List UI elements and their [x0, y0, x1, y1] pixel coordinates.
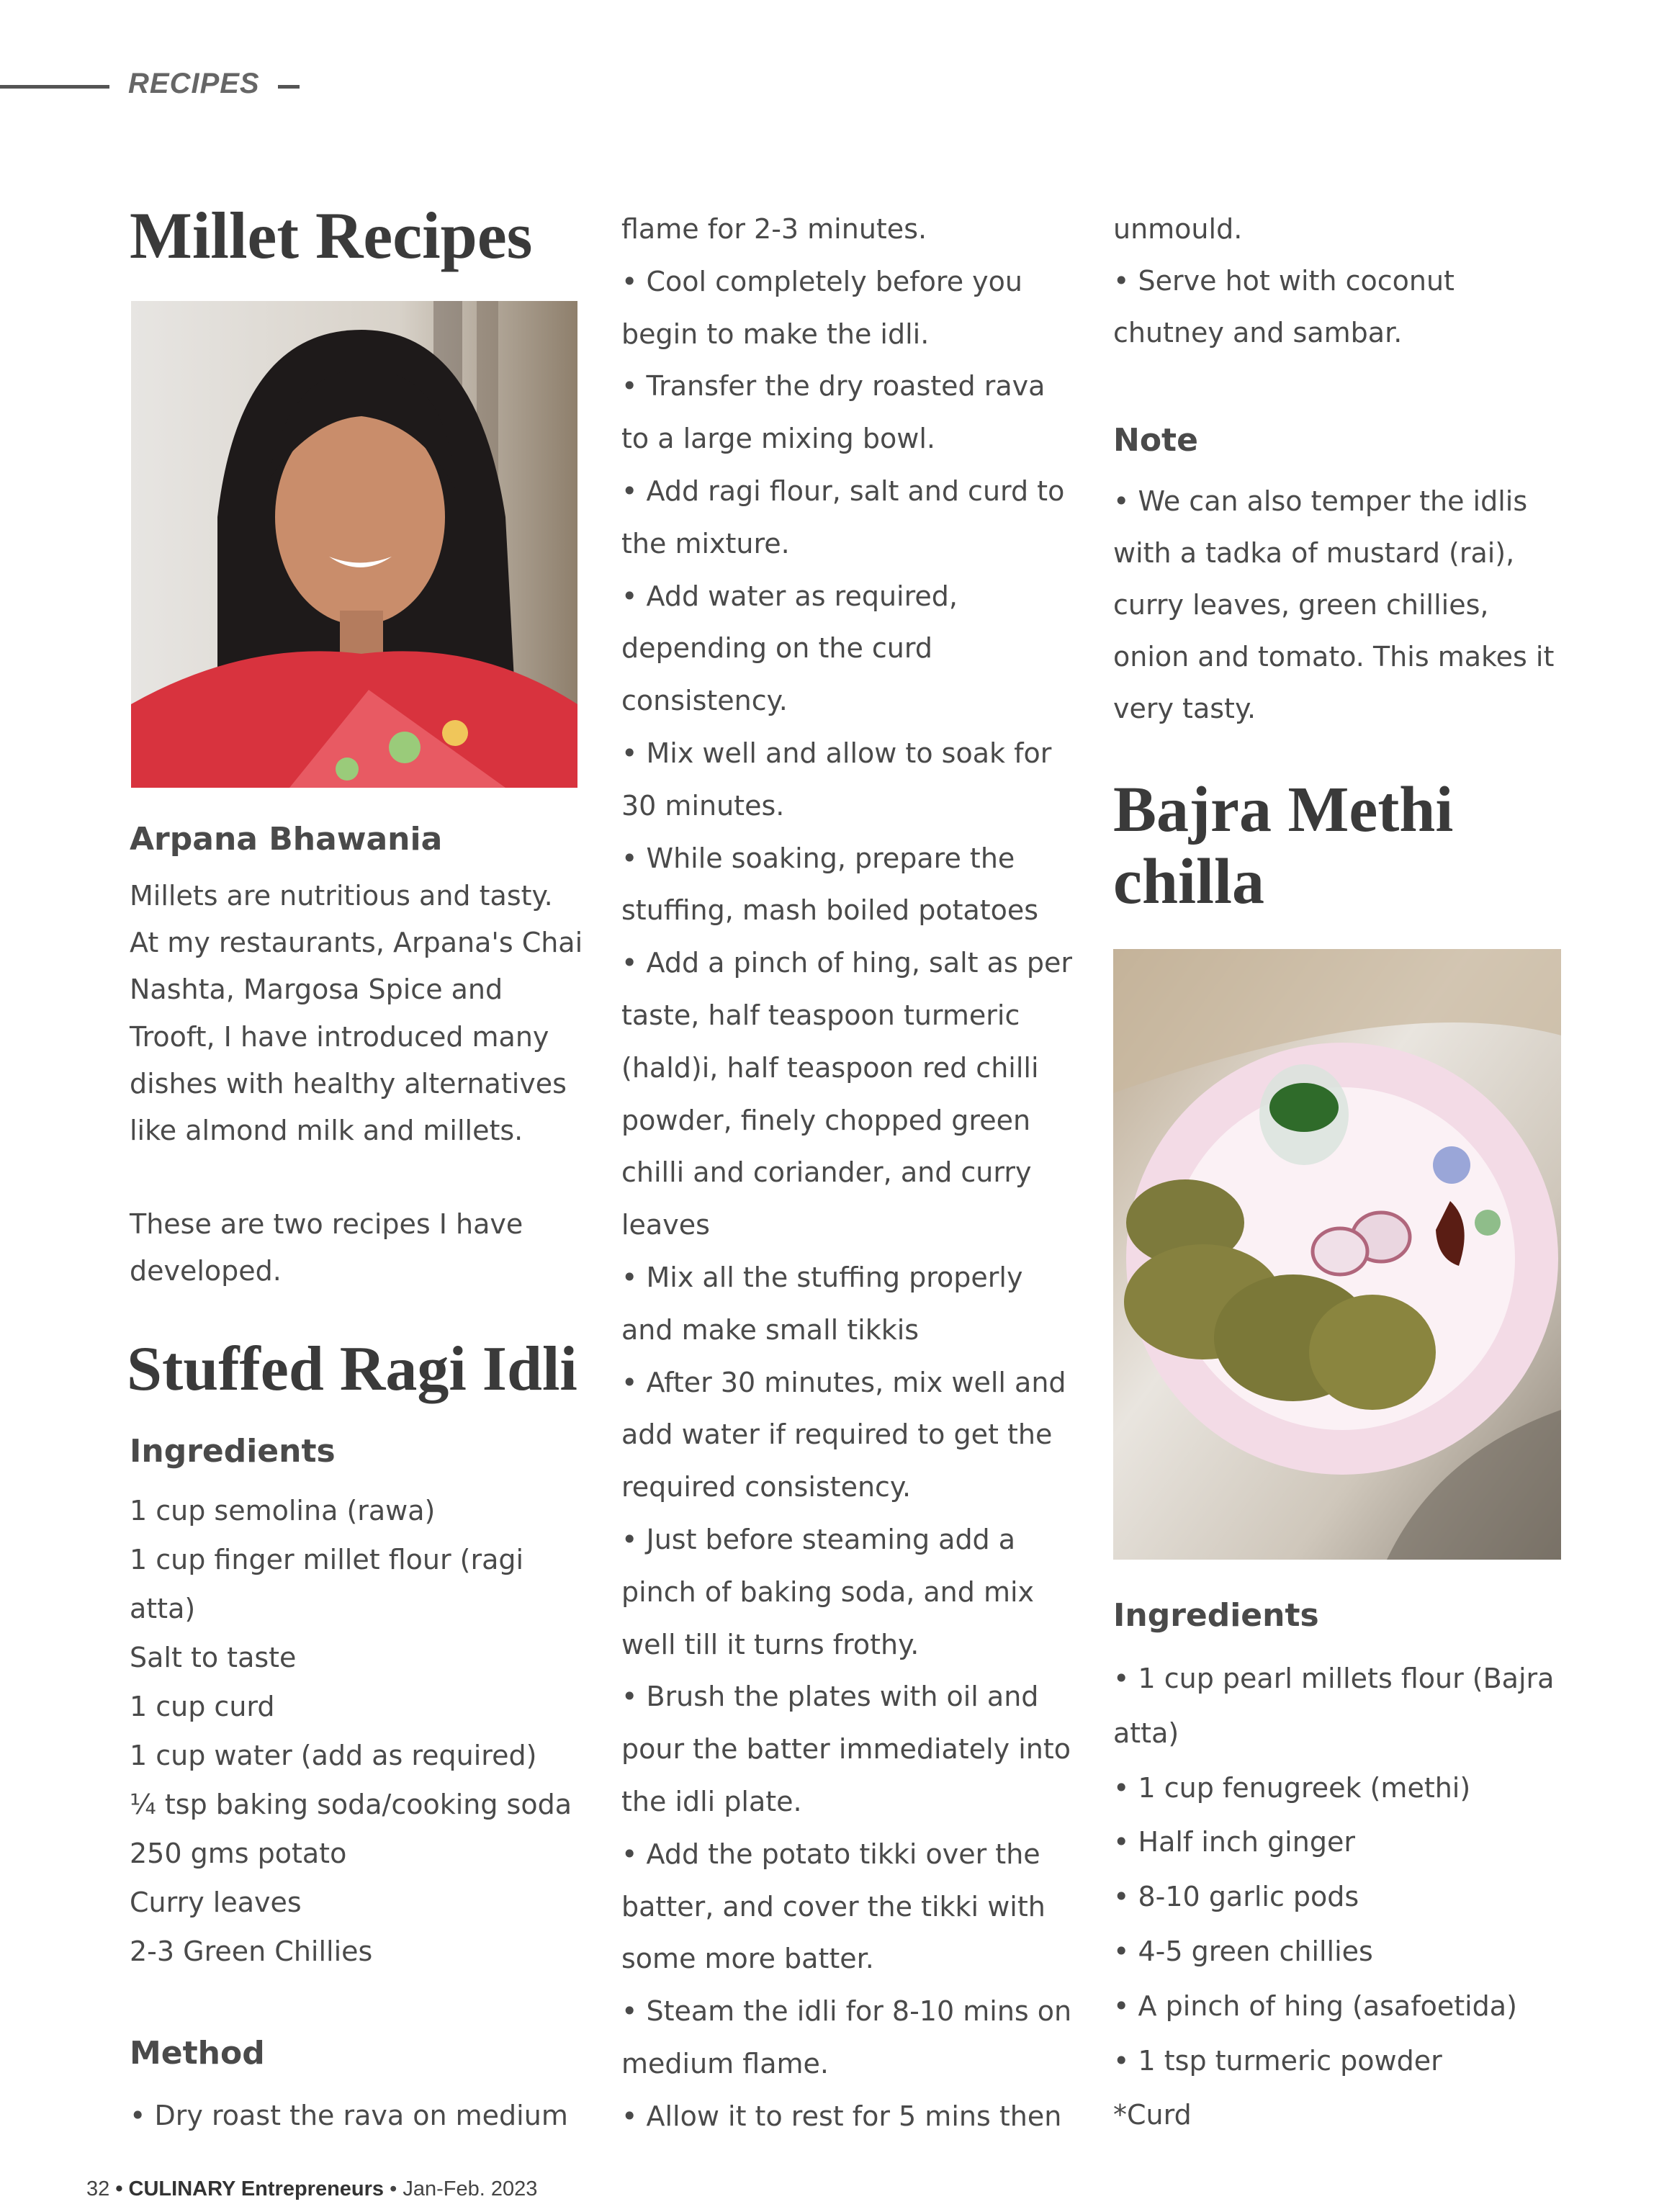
recipe2-ingredients-list [1113, 1652, 1554, 2143]
method-line: taste, half teaspoon turmeric [621, 999, 1020, 1031]
ingredient-item: Curry leaves [130, 1887, 302, 1918]
method-line: the mixture. [621, 527, 790, 559]
recipe1-method-heading: Method [130, 2035, 265, 2072]
author-name: Arpana Bhawania [130, 821, 443, 858]
author-photo-illustration [131, 301, 577, 788]
ingredient-item: 2-3 Green Chillies [130, 1936, 373, 1967]
method-line: • While soaking, prepare the [621, 842, 1015, 874]
note-line: curry leaves, green chillies, [1113, 589, 1489, 621]
author-photo [131, 301, 577, 788]
method-line: powder, finely chopped green [621, 1104, 1031, 1136]
issue-date: Jan-Feb. 2023 [403, 2177, 538, 2200]
recipe2-ingredients-heading: Ingredients [1113, 1597, 1319, 1634]
ingredient-item: • A pinch of hing (asafoetida) [1113, 1990, 1517, 2022]
recipe2-title-line2: chilla [1113, 846, 1265, 917]
method-line: • Steam the idli for 8-10 mins on [621, 1995, 1072, 2028]
recipe1-ingredients-list [130, 1486, 572, 1976]
note-heading: Note [1113, 422, 1198, 459]
method-line: flame for 2-3 minutes. [621, 213, 927, 245]
note-line: very tasty. [1113, 693, 1256, 724]
method-line: stuffing, mash boiled potatoes [621, 894, 1039, 927]
ingredient-item: 1 cup semolina (rawa) [130, 1495, 436, 1527]
ingredient-item: • 1 tsp turmeric powder [1113, 2044, 1442, 2077]
intro-line: Millets are nutritious and tasty. [130, 880, 553, 912]
method-line: pinch of baking soda, and mix [621, 1575, 1035, 1608]
note-line: • We can also temper the idlis [1113, 485, 1528, 517]
method-line: • Allow it to rest for 5 mins then [621, 2100, 1062, 2132]
footer-separator: • [390, 2177, 397, 2200]
ingredient-item: • Half inch ginger [1113, 1826, 1355, 1858]
method-line: the idli plate. [621, 1785, 802, 1817]
intro-line: dishes with healthy alternatives [130, 1067, 567, 1100]
method-line: • Just before steaming add a [621, 1523, 1016, 1555]
method-line: chutney and sambar. [1113, 317, 1403, 349]
method-line: required consistency. [621, 1471, 912, 1503]
method-line: leaves [621, 1209, 710, 1241]
recipe2-title [1113, 774, 1453, 918]
intro-line: These are two recipes I have [130, 1208, 523, 1241]
method-line: • After 30 minutes, mix well and [621, 1366, 1066, 1398]
ingredient-item: Salt to taste [130, 1642, 297, 1673]
section-label: RECIPES [128, 68, 260, 99]
recipe1-title: Stuffed Ragi Idli [127, 1334, 577, 1404]
header-rule-left [0, 85, 109, 89]
page-number: 32 [86, 2177, 110, 2200]
method-line: • Serve hot with coconut [1113, 265, 1455, 297]
method-line: • Mix all the stuffing properly [621, 1261, 1023, 1293]
method-step: • Dry roast the rava on medium [130, 2100, 568, 2131]
magazine-name: CULINARY Entrepreneurs [128, 2177, 385, 2200]
ingredient-item: *Curd [1113, 2099, 1192, 2131]
method-line: • Transfer the dry roasted rava [621, 370, 1046, 403]
method-line: • Add a pinch of hing, salt as per [621, 947, 1072, 979]
recipe1-method-col3 [1113, 203, 1455, 359]
method-line: begin to make the idli. [621, 318, 930, 350]
note-body [1113, 475, 1554, 734]
method-line: (hald)i, half teaspoon red chilli [621, 1051, 1039, 1084]
intro-line: Trooft, I have introduced many [130, 1020, 549, 1053]
chilla-photo [1113, 949, 1561, 1560]
method-line: • Mix well and allow to soak for [621, 737, 1052, 769]
method-line: depending on the curd [621, 632, 932, 665]
method-line: unmould. [1113, 213, 1243, 245]
ingredient-item: 1 cup water (add as required) [130, 1740, 537, 1771]
intro-line: developed. [130, 1255, 282, 1287]
ingredient-item: atta) [130, 1593, 196, 1624]
ingredient-item: atta) [1113, 1717, 1179, 1749]
ingredient-item: • 1 cup fenugreek (methi) [1113, 1771, 1471, 1804]
ingredient-item: 1 cup curd [130, 1691, 275, 1722]
page-footer [86, 2177, 537, 2201]
intro-line: Nashta, Margosa Spice and [130, 974, 503, 1006]
method-line: • Brush the plates with oil and [621, 1681, 1039, 1713]
ingredient-item: ¼ tsp baking soda/cooking soda [130, 1789, 572, 1820]
method-line: consistency. [621, 685, 788, 717]
method-line: • Add ragi flour, salt and curd to [621, 475, 1065, 507]
ingredient-item: • 4-5 green chillies [1113, 1935, 1373, 1967]
method-line: well till it turns frothy. [621, 1628, 920, 1660]
article-title: Millet Recipes [130, 199, 533, 272]
ingredient-item: • 8-10 garlic pods [1113, 1881, 1359, 1913]
method-line: • Add water as required, [621, 580, 958, 612]
method-line: batter, and cover the tikki with [621, 1890, 1046, 1923]
ingredient-item: 1 cup finger millet flour (ragi [130, 1544, 524, 1575]
intro-line: like almond milk and millets. [130, 1115, 523, 1147]
method-line: pour the batter immediately into [621, 1733, 1071, 1766]
method-line: medium flame. [621, 2047, 829, 2080]
ingredient-item: 250 gms potato [130, 1838, 347, 1869]
intro-line [130, 1154, 583, 1201]
method-line: and make small tikkis [621, 1313, 920, 1346]
note-line: onion and tomato. This makes it [1113, 641, 1555, 673]
note-line: with a tadka of mustard (rai), [1113, 537, 1515, 569]
method-line: add water if required to get the [621, 1419, 1053, 1451]
method-line: 30 minutes. [621, 789, 785, 822]
ingredient-item: • 1 cup pearl millets flour (Bajra [1113, 1663, 1555, 1694]
method-line: • Cool completely before you [621, 265, 1022, 297]
recipe2-title-line1: Bajra Methi [1113, 774, 1454, 845]
method-line: to a large mixing bowl. [621, 423, 935, 455]
recipe1-ingredients-heading: Ingredients [130, 1433, 336, 1470]
method-line: some more batter. [621, 1943, 874, 1975]
recipe1-method-col2 [621, 203, 1072, 2142]
method-line: • Add the potato tikki over the [621, 1838, 1040, 1870]
author-intro [130, 873, 583, 1295]
footer-separator: • [115, 2177, 123, 2200]
chilla-photo-illustration [1113, 949, 1561, 1560]
header-rule-right [278, 85, 300, 89]
intro-line: At my restaurants, Arpana's Chai [130, 927, 583, 959]
method-line: chilli and coriander, and curry [621, 1156, 1032, 1189]
recipe1-method-col1 [130, 2090, 568, 2141]
